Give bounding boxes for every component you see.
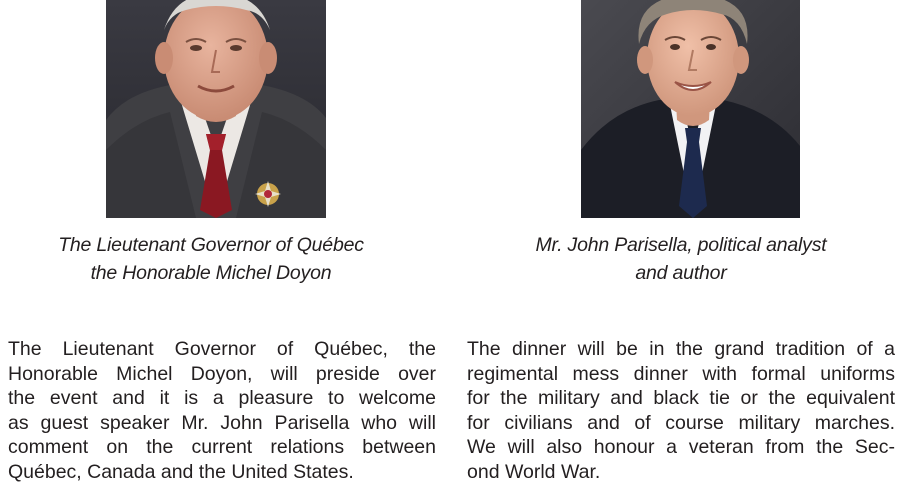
paragraph-line: Québec, Canada and the United States. [8,460,436,484]
portrait-man-icon [581,0,800,218]
paragraph-line: The Lieutenant Governor of Québec, the [8,337,436,362]
paragraph-line: Honorable Michel Doyon, will preside over [8,362,436,387]
caption-line: The Lieutenant Governor of Québec [16,231,406,259]
paragraph-line: The dinner will be in the grand tradition of a [467,337,895,362]
dinner-description-paragraph [467,337,895,484]
paragraph-line: for the military and black tie or the equivalent [467,386,895,411]
paragraph-line: ond World War. [467,460,895,484]
caption-doyon [16,231,406,287]
paragraph-line: regimental mess dinner with formal uniforms [467,362,895,387]
portrait-doyon [106,0,326,218]
event-description-paragraph [8,337,436,484]
portrait-older-man-icon [106,0,326,218]
caption-parisella [486,231,876,287]
portrait-parisella [581,0,800,218]
caption-line: Mr. John Parisella, political analyst [486,231,876,259]
caption-line: and author [486,259,876,287]
caption-line: the Honorable Michel Doyon [16,259,406,287]
paragraph-line: We will also honour a veteran from the Sec- [467,435,895,460]
paragraph-line: for civilians and of course military marches. [467,411,895,436]
paragraph-line: as guest speaker Mr. John Parisella who will [8,411,436,436]
paragraph-line: the event and it is a pleasure to welcome [8,386,436,411]
paragraph-line: comment on the current relations between [8,435,436,460]
